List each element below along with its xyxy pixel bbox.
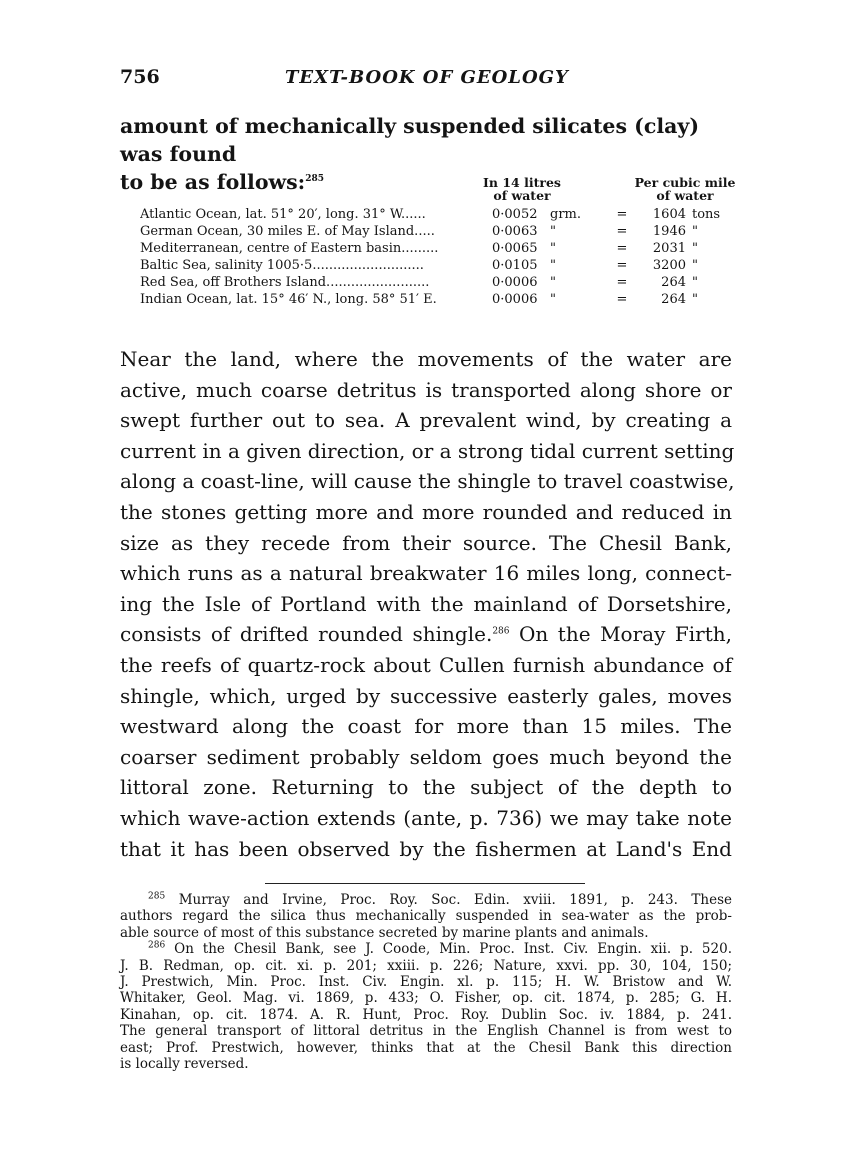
body-line: along a coast-line, will cause the shingle to travel coastwise, — [120, 469, 735, 494]
body-line: swept further out to sea. A prevalent wind, by creating a — [120, 408, 732, 433]
footnote-ref-285[interactable]: 285 — [305, 174, 325, 185]
table-row — [140, 274, 740, 291]
row-value-grams: 0·0006 — [492, 275, 538, 290]
body-line-with-ref: consists of drifted rounded shingle.$^{286}$ On the Moray Firth, — [120, 622, 732, 647]
row-value-tons: 1946 — [652, 224, 686, 239]
column-header-litres: In 14 litres of water — [483, 175, 561, 203]
row-value-tons: 1604 — [652, 207, 686, 222]
footnote-divider — [265, 883, 585, 884]
footnotes — [120, 892, 732, 1072]
footnote-line: Whitaker, Geol. Mag. vi. 1869, p. 433; O. Fisher, op. cit. 1874, p. 285; G. H. — [120, 990, 732, 1007]
body-line: which wave-action extends (ante, p. 736) we may take note — [120, 805, 732, 830]
body-line: westward along the coast for more than 15 miles. The — [120, 714, 732, 739]
intro-line: amount of mechanically suspended silicates (clay) was found — [120, 114, 700, 166]
row-tons-unit: " — [692, 292, 698, 307]
footnote-number: 285 — [148, 891, 166, 902]
table-header — [140, 176, 740, 206]
table-row — [140, 206, 740, 223]
intro-line: to be as follows: — [120, 170, 306, 194]
row-location: Red Sea, off Brothers Island......................... — [140, 275, 430, 290]
row-value-tons: 264 — [661, 275, 686, 290]
row-value-grams: 0·0105 — [492, 258, 538, 273]
body-line: ing the Isle of Portland with the mainland of Dorsetshire, — [120, 591, 732, 616]
silicate-table — [140, 176, 740, 308]
footnote-line: $^{285}$ Murray and Irvine, Proc. Roy. Soc. Edin. xviii. 1891, p. 243. These — [148, 891, 732, 908]
footnote-line: J. Prestwich, Min. Proc. Inst. Civ. Engin. xl. p. 115; H. W. Bristow and W. — [120, 973, 732, 990]
footnote-285 — [120, 892, 732, 941]
equals-sign: = — [616, 207, 628, 222]
row-value-grams: 0·0063 — [492, 224, 538, 239]
table-row — [140, 291, 740, 308]
equals-sign: = — [616, 292, 628, 307]
footnote-number: 286 — [148, 940, 166, 951]
table-row — [140, 240, 740, 257]
footnote-line: east; Prof. Prestwich, however, thinks that at the Chesil Bank this direction — [120, 1039, 732, 1056]
footnote-line: The general transport of littoral detritus in the English Channel is from west to — [120, 1023, 732, 1040]
table-body — [140, 206, 740, 308]
body-line: shingle, which, urged by successive easterly gales, moves — [120, 683, 732, 708]
row-unit: " — [550, 224, 556, 239]
row-location: Mediterranean, centre of Eastern basin......... — [140, 241, 439, 256]
body-line: the stones getting more and more rounded and reduced in — [120, 499, 732, 524]
row-tons-unit: " — [692, 241, 698, 256]
running-title: TEXT-BOOK OF GEOLOGY — [285, 67, 569, 88]
body-line: size as they recede from their source. The Chesil Bank, — [120, 530, 732, 555]
equals-sign: = — [616, 241, 628, 256]
footnote-line: able source of most of this substance secreted by marine plants and animals. — [120, 924, 649, 941]
body-line: which runs as a natural breakwater 16 miles long, connect- — [120, 561, 732, 586]
row-tons-unit: " — [692, 224, 698, 239]
equals-sign: = — [616, 275, 628, 290]
row-value-tons: 3200 — [652, 258, 686, 273]
row-unit: grm. — [550, 207, 581, 222]
page-number: 756 — [120, 66, 160, 88]
row-location: Baltic Sea, salinity 1005·5........................... — [140, 258, 424, 273]
row-tons-unit: " — [692, 275, 698, 290]
row-value-tons: 264 — [661, 292, 686, 307]
footnote-line: is locally reversed. — [120, 1055, 249, 1072]
footnote-ref-286[interactable]: 286 — [492, 626, 510, 637]
body-line: littoral zone. Returning to the subject of the depth to — [120, 775, 732, 800]
row-location: Atlantic Ocean, lat. 51° 20′, long. 31° W...... — [140, 207, 426, 222]
column-header-cubic-mile: Per cubic mile of water — [634, 175, 736, 203]
row-unit: " — [550, 241, 556, 256]
row-tons-unit: tons — [692, 207, 721, 222]
row-location: Indian Ocean, lat. 15° 46′ N., long. 58° 51′ E. — [140, 292, 437, 307]
body-line: coarser sediment probably seldom goes much beyond the — [120, 744, 732, 769]
footnote-line: J. B. Redman, op. cit. xi. p. 201; xxiii. p. 226; Nature, xxvi. pp. 30, 104, 150; — [120, 957, 732, 974]
body-line: Near the land, where the movements of the water are — [120, 347, 732, 371]
footnote-line: $^{286}$ On the Chesil Bank, see J. Coode, Min. Proc. Inst. Civ. Engin. xii. p. 520. — [148, 940, 732, 958]
equals-sign: = — [616, 224, 628, 239]
row-tons-unit: " — [692, 258, 698, 273]
row-unit: " — [550, 292, 556, 307]
row-unit: " — [550, 275, 556, 290]
row-value-tons: 2031 — [652, 241, 686, 256]
body-paragraph — [120, 344, 735, 864]
footnote-line: authors regard the silica thus mechanically suspended in sea-water as the prob- — [120, 908, 732, 925]
table-row — [140, 257, 740, 274]
page-header — [120, 66, 730, 92]
row-value-grams: 0·0006 — [492, 292, 538, 307]
footnote-286 — [120, 941, 732, 1072]
row-value-grams: 0·0065 — [492, 241, 538, 256]
footnote-line: Kinahan, op. cit. 1874. A. R. Hunt, Proc. Roy. Dublin Soc. iv. 1884, p. 241. — [120, 1006, 732, 1023]
row-value-grams: 0·0052 — [492, 207, 538, 222]
table-row — [140, 223, 740, 240]
row-location: German Ocean, 30 miles E. of May Island..... — [140, 224, 435, 239]
body-line: active, much coarse detritus is transported along shore or — [120, 377, 732, 402]
equals-sign: = — [616, 258, 628, 273]
body-line: the reefs of quartz-rock about Cullen furnish abundance of — [120, 652, 732, 677]
body-line: current in a given direction, or a strong tidal current setting — [120, 438, 735, 463]
body-line: that it has been observed by the fishermen at Land's End — [120, 836, 732, 861]
row-unit: " — [550, 258, 556, 273]
